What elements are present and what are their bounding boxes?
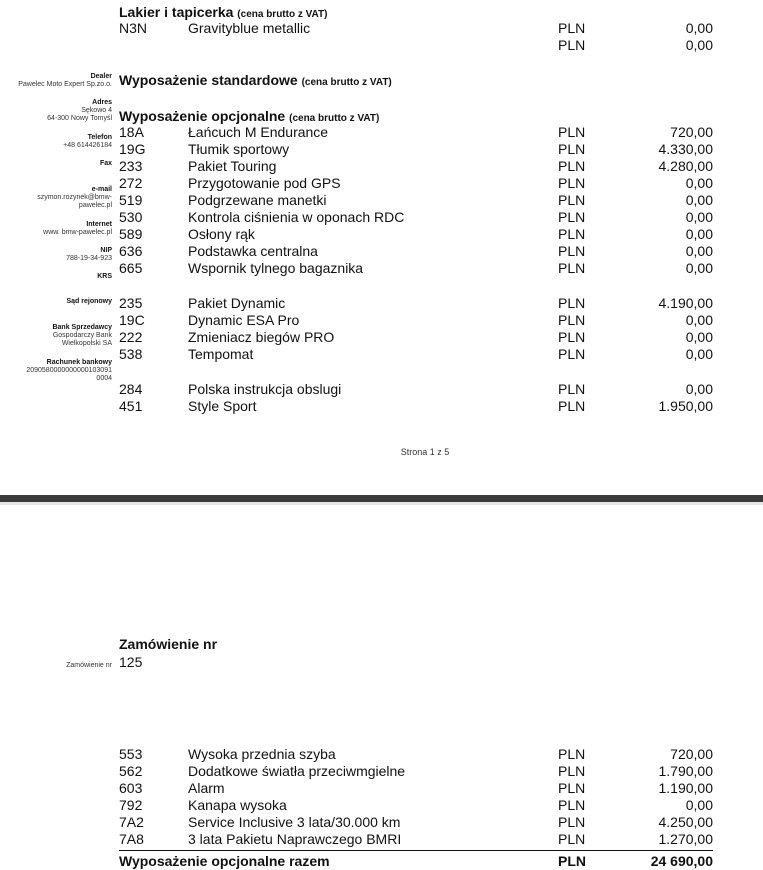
item-currency: PLN [558,124,586,140]
item-currency: PLN [558,37,586,53]
item-amount: 1.790,00 [658,763,713,779]
item-description: Łańcuch M Endurance [188,124,329,140]
total-amount: 24 690,00 [650,853,713,869]
sidebar-krs [97,273,112,281]
bank-line2: Wielkopolski SA [61,340,112,347]
item-amount: 0,00 [685,312,713,328]
adres-label: Adres [92,99,112,106]
item-amount: 1.950,00 [658,398,713,414]
item-currency: PLN [558,209,586,225]
section-note: (cena brutto z VAT) [289,113,380,124]
item-description: Wspornik tylnego bagaznika [188,260,364,276]
zamowienie-side-label: Zamówienie nr [66,662,112,669]
item-code: 284 [119,381,143,397]
rachunek-line1: 2090580000000000103091 [26,367,112,374]
item-description: Zmieniacz biegów PRO [188,329,335,345]
item-code: 562 [119,763,143,779]
item-code: 589 [119,226,143,242]
item-code: 530 [119,209,143,225]
table-row [0,226,763,243]
item-description: Pakiet Dynamic [188,295,286,311]
item-currency: PLN [558,329,586,345]
item-amount: 0,00 [685,329,713,345]
table-row [0,260,763,277]
item-code: 636 [119,243,143,259]
total-row [0,853,763,870]
table-row [0,780,763,797]
table-row [0,381,763,398]
total-separator [119,850,713,851]
item-amount: 0,00 [685,260,713,276]
sidebar-bank [52,324,112,348]
item-code: N3N [119,20,148,36]
telefon-value: +48 614426184 [63,142,112,149]
table-row [0,243,763,260]
item-amount: 0,00 [685,381,713,397]
item-code: 665 [119,260,143,276]
item-currency: PLN [558,175,586,191]
page-divider [0,495,763,502]
item-amount: 0,00 [685,192,713,208]
item-description: Style Sport [188,398,257,414]
zamowienie-number: 125 [119,654,143,670]
sidebar-fax [100,160,112,168]
item-amount: 0,00 [685,175,713,191]
item-description: Service Inclusive 3 lata/30.000 km [188,814,401,830]
item-description: Dynamic ESA Pro [188,312,300,328]
sidebar-rachunek [26,359,112,383]
item-amount: 0,00 [685,797,713,813]
table-row [0,175,763,192]
item-amount: 0,00 [685,20,713,36]
item-code: 519 [119,192,143,208]
item-currency: PLN [558,141,586,157]
dealer-label: Dealer [90,73,112,80]
table-row [0,814,763,831]
sidebar-sad [66,298,112,306]
nip-value: 788-19-34-923 [66,255,112,262]
item-amount: 0,00 [685,37,713,53]
item-description: Dodatkowe światła przeciwmgielne [188,763,406,779]
nip-label: NIP [100,247,112,254]
item-code: 7A8 [119,831,144,847]
item-code: 222 [119,329,143,345]
item-currency: PLN [558,381,586,397]
item-currency: PLN [558,312,586,328]
item-currency: PLN [558,814,586,830]
rachunek-line2: 0004 [96,375,112,382]
total-label: Wyposażenie opcjonalne razem [119,853,330,869]
sad-label: Sąd rejonowy [66,298,112,305]
item-currency: PLN [558,243,586,259]
item-currency: PLN [558,226,586,242]
item-description: Tłumik sportowy [188,141,290,157]
item-currency: PLN [558,346,586,362]
item-amount: 4.190,00 [658,295,713,311]
fax-label: Fax [99,160,112,167]
item-description: Pakiet Touring [188,158,277,174]
item-code: 233 [119,158,143,174]
item-amount: 0,00 [685,243,713,259]
table-row [0,346,763,363]
table-row [0,192,763,209]
item-currency: PLN [558,20,586,36]
item-code: 18A [119,124,144,140]
section-title-text: Lakier i tapicerka [119,4,234,20]
table-row [0,831,763,848]
table-row [0,746,763,763]
item-amount: 0,00 [685,209,713,225]
item-currency: PLN [558,398,586,414]
bank-label: Bank Sprzedawcy [52,324,112,331]
item-amount: 720,00 [670,746,713,762]
item-amount: 0,00 [685,346,713,362]
email-label: e-mail [91,186,112,193]
item-currency: PLN [558,192,586,208]
item-currency: PLN [558,797,586,813]
section-note: (cena brutto z VAT) [237,9,328,20]
table-row [0,398,763,415]
item-currency: PLN [558,763,586,779]
item-code: 19G [119,141,146,157]
table-row [0,124,763,141]
item-amount: 4.250,00 [658,814,713,830]
email-line1: szymon.rozynek@bmw- [37,194,112,201]
item-currency: PLN [558,158,586,174]
sidebar-nip [66,247,112,263]
item-currency: PLN [558,260,586,276]
table-row [0,329,763,346]
item-currency: PLN [558,746,586,762]
section-title-text: Wyposażenie standardowe [119,72,298,88]
item-code: 553 [119,746,143,762]
section-title-standard [119,72,392,91]
telefon-label: Telefon [87,134,112,141]
document-page-2 [0,502,763,870]
table-row [0,312,763,329]
total-currency: PLN [558,853,586,869]
item-description: Polska instrukcja obslugi [188,381,342,397]
item-code: 603 [119,780,143,796]
table-row [0,763,763,780]
email-line2: pawelec.pl [78,202,112,209]
item-amount: 4.280,00 [658,158,713,174]
item-description: Gravityblue metallic [188,20,311,36]
item-code: 272 [119,175,143,191]
item-amount: 0,00 [685,226,713,242]
rachunek-label: Rachunek bankowy [46,359,112,366]
dealer-value: Pawelec Moto Expert Sp.zo.o. [18,81,112,88]
internet-value: www. bmw-pawelec.pl [43,229,112,236]
sidebar-telefon [63,134,112,150]
item-description: Przygotowanie pod GPS [188,175,341,191]
item-description: Kanapa wysoka [188,797,287,813]
sidebar-internet [43,221,112,237]
bank-line1: Gospodarczy Bank [52,332,112,339]
item-code: 451 [119,398,143,414]
item-description: Podgrzewane manetki [188,192,327,208]
item-currency: PLN [558,831,586,847]
sidebar-dealer [18,73,112,89]
item-description: 3 lata Pakietu Naprawczego BMRI [188,831,402,847]
item-description: Podstawka centralna [188,243,318,259]
item-description: Osłony rąk [188,226,255,242]
item-code: 538 [119,346,143,362]
table-row [0,20,763,37]
item-code: 235 [119,295,143,311]
item-description: Alarm [188,780,225,796]
item-currency: PLN [558,295,586,311]
adres-line1: Sękowo 4 [81,107,112,114]
krs-label: KRS [97,273,112,280]
section-title-zamowienie: Zamówienie nr [119,636,218,652]
table-row [0,209,763,226]
table-row [0,797,763,814]
item-code: 7A2 [119,814,144,830]
item-description: Tempomat [188,346,254,362]
item-code: 792 [119,797,143,813]
item-currency: PLN [558,780,586,796]
adres-line2: 64-300 Nowy Tomyśl [47,115,112,122]
item-code: 19C [119,312,145,328]
section-title-text: Wyposażenie opcjonalne [119,108,286,124]
item-amount: 1.270,00 [658,831,713,847]
section-note: (cena brutto z VAT) [301,77,392,88]
table-row [0,295,763,312]
table-row [0,158,763,175]
table-row [0,37,763,54]
sidebar-email [37,186,112,210]
item-description: Wysoka przednia szyba [188,746,336,762]
item-amount: 4.330,00 [658,141,713,157]
table-row [0,141,763,158]
item-amount: 720,00 [670,124,713,140]
item-amount: 1.190,00 [658,780,713,796]
item-description: Kontrola ciśnienia w oponach RDC [188,209,405,225]
internet-label: Internet [86,221,112,228]
page-footer: Strona 1 z 5 [400,447,450,457]
sidebar-adres [47,99,112,123]
